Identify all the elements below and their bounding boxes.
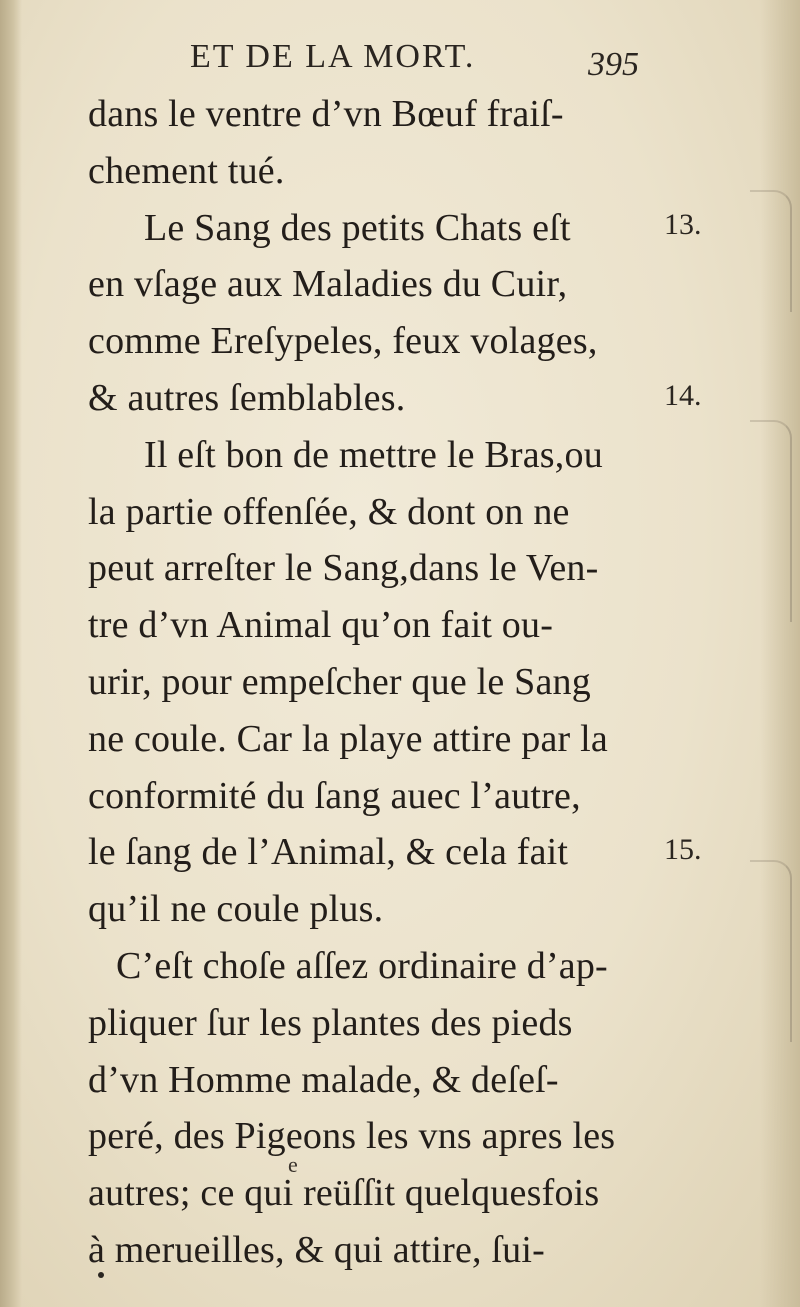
text-line: Le Sang des petits Chats eſt: [144, 206, 571, 249]
text-line: en vſage aux Maladies du Cuir,: [88, 263, 568, 306]
signature-mark: e: [288, 1152, 298, 1177]
text-line: & autres ſemblables.: [88, 376, 406, 419]
text-line: à merueilles, & qui attire, ſui-: [88, 1228, 545, 1271]
text-line: comme Ereſypeles, feux volages,: [88, 320, 598, 363]
text-line: tre d’vn Animal qu’on fait ou-: [88, 604, 554, 647]
show-through-mark: [750, 190, 792, 312]
text-line: autres; ce qui reüſſit quelquesfois: [88, 1172, 600, 1215]
running-head: ET DE LA MORT.: [190, 38, 476, 75]
text-line: chement tué.: [88, 149, 285, 192]
text-line: qu’il ne coule plus.: [88, 888, 384, 931]
text-line: conformité du ſang auec l’autre,: [88, 774, 581, 817]
ink-dot: [98, 1272, 104, 1278]
text-line: le ſang de l’Animal, & cela fait: [88, 831, 569, 874]
page-number: 395: [588, 46, 639, 83]
show-through-mark: [750, 860, 792, 1042]
text-line: peut arreſter le Sang,dans le Ven-: [88, 547, 599, 590]
body-text: [88, 86, 668, 1279]
text-line: Il eſt bon de mettre le Bras,ou: [144, 433, 603, 476]
text-line: d’vn Homme malade, & deſeſ-: [88, 1058, 559, 1101]
text-line: C’eſt choſe aſſez ordinaire d’ap-: [116, 944, 608, 987]
text-line: urir, pour empeſcher que le Sang: [88, 660, 591, 703]
text-line: ne coule. Car la playe attire par la: [88, 717, 608, 760]
marginal-number-13: 13.: [664, 208, 702, 241]
text-line: pliquer ſur les plantes des pieds: [88, 1001, 573, 1044]
show-through-mark: [750, 420, 792, 622]
marginal-number-14: 14.: [664, 379, 702, 412]
page-gutter-shadow: [0, 0, 22, 1307]
text-line: peré, des Pigeons les vns apres les: [88, 1115, 616, 1158]
text-line: la partie offenſée, & dont on ne: [88, 490, 570, 533]
marginal-number-15: 15.: [664, 833, 702, 866]
text-line: dans le ventre d’vn Bœuf fraiſ-: [88, 93, 564, 135]
